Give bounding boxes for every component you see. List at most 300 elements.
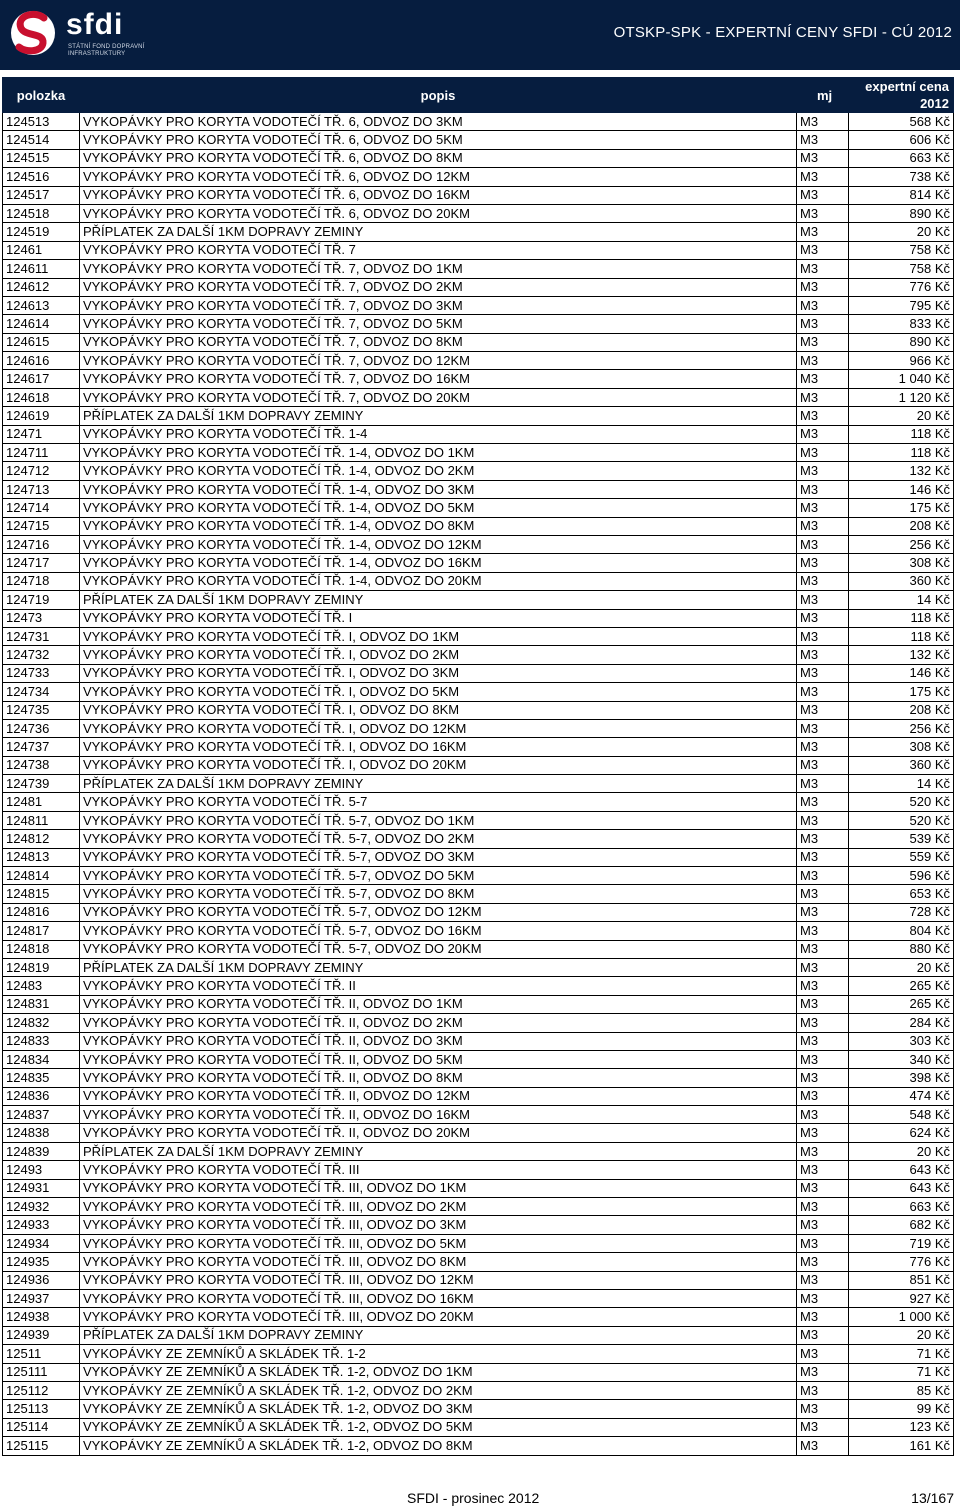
cell-price: 118 Kč (849, 444, 954, 462)
table-row (3, 646, 954, 664)
cell-unit: M3 (797, 499, 849, 517)
table-row (3, 1381, 954, 1399)
cell-description: VYKOPÁVKY PRO KORYTA VODOTEČÍ TŘ. 6, ODVOZ DO 5KM (80, 131, 797, 149)
cell-unit: M3 (797, 591, 849, 609)
cell-unit: M3 (797, 1050, 849, 1068)
table-row (3, 1032, 954, 1050)
cell-code: 124615 (3, 333, 80, 351)
cell-unit: M3 (797, 241, 849, 259)
table-row (3, 922, 954, 940)
table-row (3, 719, 954, 737)
cell-price: 208 Kč (849, 517, 954, 535)
price-table (2, 77, 954, 1456)
cell-code: 124718 (3, 572, 80, 590)
cell-description: VYKOPÁVKY PRO KORYTA VODOTEČÍ TŘ. I (80, 609, 797, 627)
document-title: OTSKP-SPK - EXPERTNÍ CENY SFDI - CÚ 2012 (613, 24, 952, 41)
table-row (3, 1363, 954, 1381)
cell-description: VYKOPÁVKY PRO KORYTA VODOTEČÍ TŘ. 1-4, ODVOZ DO 8KM (80, 517, 797, 535)
cell-description: VYKOPÁVKY PRO KORYTA VODOTEČÍ TŘ. 7, ODVOZ DO 3KM (80, 296, 797, 314)
sfdi-logo-icon (8, 6, 62, 60)
cell-unit: M3 (797, 848, 849, 866)
cell-description: VYKOPÁVKY PRO KORYTA VODOTEČÍ TŘ. 5-7, ODVOZ DO 16KM (80, 922, 797, 940)
cell-description: VYKOPÁVKY PRO KORYTA VODOTEČÍ TŘ. II, ODVOZ DO 2KM (80, 1014, 797, 1032)
cell-unit: M3 (797, 370, 849, 388)
cell-code: 124516 (3, 168, 80, 186)
cell-price: 398 Kč (849, 1069, 954, 1087)
cell-description: VYKOPÁVKY PRO KORYTA VODOTEČÍ TŘ. III (80, 1161, 797, 1179)
cell-description: VYKOPÁVKY PRO KORYTA VODOTEČÍ TŘ. 6, ODVOZ DO 3KM (80, 113, 797, 131)
table-row (3, 186, 954, 204)
cell-code: 124515 (3, 149, 80, 167)
cell-code: 124711 (3, 444, 80, 462)
cell-price: 99 Kč (849, 1400, 954, 1418)
cell-description: VYKOPÁVKY PRO KORYTA VODOTEČÍ TŘ. I, ODVOZ DO 16KM (80, 738, 797, 756)
cell-unit: M3 (797, 701, 849, 719)
cell-price: 738 Kč (849, 168, 954, 186)
cell-unit: M3 (797, 1308, 849, 1326)
table-row (3, 940, 954, 958)
cell-code: 124934 (3, 1234, 80, 1252)
cell-code: 124936 (3, 1271, 80, 1289)
table-row (3, 131, 954, 149)
cell-description: PŘÍPLATEK ZA DALŠÍ 1KM DOPRAVY ZEMINY (80, 775, 797, 793)
cell-description: VYKOPÁVKY PRO KORYTA VODOTEČÍ TŘ. 1-4, ODVOZ DO 16KM (80, 554, 797, 572)
cell-code: 124616 (3, 352, 80, 370)
cell-unit: M3 (797, 1014, 849, 1032)
cell-description: VYKOPÁVKY PRO KORYTA VODOTEČÍ TŘ. II, ODVOZ DO 16KM (80, 1106, 797, 1124)
cell-price: 890 Kč (849, 333, 954, 351)
cell-description: VYKOPÁVKY ZE ZEMNÍKŮ A SKLÁDEK TŘ. 1-2, ODVOZ DO 5KM (80, 1418, 797, 1436)
cell-description: VYKOPÁVKY PRO KORYTA VODOTEČÍ TŘ. I, ODVOZ DO 5KM (80, 683, 797, 701)
cell-price: 360 Kč (849, 756, 954, 774)
cell-description: VYKOPÁVKY PRO KORYTA VODOTEČÍ TŘ. II, ODVOZ DO 5KM (80, 1050, 797, 1068)
table-row (3, 1069, 954, 1087)
cell-code: 124519 (3, 223, 80, 241)
cell-price: 256 Kč (849, 535, 954, 553)
cell-price: 146 Kč (849, 480, 954, 498)
cell-code: 124737 (3, 738, 80, 756)
cell-code: 124731 (3, 627, 80, 645)
cell-description: VYKOPÁVKY PRO KORYTA VODOTEČÍ TŘ. 6, ODVOZ DO 8KM (80, 149, 797, 167)
cell-code: 124618 (3, 388, 80, 406)
cell-price: 643 Kč (849, 1161, 954, 1179)
cell-description: VYKOPÁVKY PRO KORYTA VODOTEČÍ TŘ. 6, ODVOZ DO 12KM (80, 168, 797, 186)
cell-code: 124938 (3, 1308, 80, 1326)
cell-unit: M3 (797, 352, 849, 370)
logo-text: sfdi (66, 8, 124, 41)
cell-unit: M3 (797, 425, 849, 443)
cell-unit: M3 (797, 1069, 849, 1087)
cell-price: 728 Kč (849, 903, 954, 921)
cell-description: VYKOPÁVKY PRO KORYTA VODOTEČÍ TŘ. 7, ODVOZ DO 5KM (80, 315, 797, 333)
table-row (3, 1437, 954, 1455)
cell-unit: M3 (797, 719, 849, 737)
cell-description: VYKOPÁVKY PRO KORYTA VODOTEČÍ TŘ. III, ODVOZ DO 12KM (80, 1271, 797, 1289)
cell-description: VYKOPÁVKY PRO KORYTA VODOTEČÍ TŘ. I, ODVOZ DO 1KM (80, 627, 797, 645)
cell-code: 12473 (3, 609, 80, 627)
cell-description: VYKOPÁVKY PRO KORYTA VODOTEČÍ TŘ. I, ODVOZ DO 2KM (80, 646, 797, 664)
table-row (3, 1087, 954, 1105)
table-row (3, 260, 954, 278)
cell-code: 124819 (3, 958, 80, 976)
cell-description: VYKOPÁVKY PRO KORYTA VODOTEČÍ TŘ. 5-7, ODVOZ DO 12KM (80, 903, 797, 921)
cell-unit: M3 (797, 535, 849, 553)
cell-code: 124817 (3, 922, 80, 940)
cell-code: 124832 (3, 1014, 80, 1032)
table-row (3, 609, 954, 627)
cell-price: 776 Kč (849, 278, 954, 296)
cell-code: 124932 (3, 1198, 80, 1216)
cell-description: PŘÍPLATEK ZA DALŠÍ 1KM DOPRAVY ZEMINY (80, 958, 797, 976)
cell-code: 124733 (3, 664, 80, 682)
table-row (3, 1014, 954, 1032)
cell-unit: M3 (797, 149, 849, 167)
table-row (3, 1124, 954, 1142)
cell-price: 804 Kč (849, 922, 954, 940)
cell-code: 124935 (3, 1253, 80, 1271)
cell-unit: M3 (797, 1363, 849, 1381)
cell-price: 559 Kč (849, 848, 954, 866)
cell-unit: M3 (797, 885, 849, 903)
cell-description: VYKOPÁVKY PRO KORYTA VODOTEČÍ TŘ. 7, ODVOZ DO 1KM (80, 260, 797, 278)
table-row (3, 830, 954, 848)
cell-unit: M3 (797, 1124, 849, 1142)
cell-price: 308 Kč (849, 738, 954, 756)
table-row (3, 701, 954, 719)
cell-code: 125113 (3, 1400, 80, 1418)
cell-code: 124811 (3, 811, 80, 829)
table-row (3, 885, 954, 903)
cell-unit: M3 (797, 223, 849, 241)
cell-unit: M3 (797, 958, 849, 976)
cell-unit: M3 (797, 775, 849, 793)
cell-unit: M3 (797, 995, 849, 1013)
cell-unit: M3 (797, 922, 849, 940)
cell-unit: M3 (797, 1198, 849, 1216)
cell-price: 161 Kč (849, 1437, 954, 1455)
cell-code: 124613 (3, 296, 80, 314)
table-row (3, 811, 954, 829)
cell-description: VYKOPÁVKY PRO KORYTA VODOTEČÍ TŘ. I, ODVOZ DO 20KM (80, 756, 797, 774)
cell-description: VYKOPÁVKY PRO KORYTA VODOTEČÍ TŘ. 1-4 (80, 425, 797, 443)
cell-price: 890 Kč (849, 204, 954, 222)
cell-description: VYKOPÁVKY ZE ZEMNÍKŮ A SKLÁDEK TŘ. 1-2, ODVOZ DO 2KM (80, 1381, 797, 1399)
cell-price: 20 Kč (849, 1326, 954, 1344)
cell-description: VYKOPÁVKY ZE ZEMNÍKŮ A SKLÁDEK TŘ. 1-2, ODVOZ DO 3KM (80, 1400, 797, 1418)
cell-description: VYKOPÁVKY PRO KORYTA VODOTEČÍ TŘ. 1-4, ODVOZ DO 2KM (80, 462, 797, 480)
cell-description: VYKOPÁVKY PRO KORYTA VODOTEČÍ TŘ. 6, ODVOZ DO 16KM (80, 186, 797, 204)
table-body (3, 113, 954, 1456)
cell-code: 124714 (3, 499, 80, 517)
cell-unit: M3 (797, 1032, 849, 1050)
cell-description: PŘÍPLATEK ZA DALŠÍ 1KM DOPRAVY ZEMINY (80, 591, 797, 609)
table-row (3, 1106, 954, 1124)
cell-description: VYKOPÁVKY PRO KORYTA VODOTEČÍ TŘ. 7 (80, 241, 797, 259)
cell-price: 663 Kč (849, 149, 954, 167)
table-row (3, 995, 954, 1013)
table-row (3, 756, 954, 774)
table-row (3, 444, 954, 462)
cell-unit: M3 (797, 1087, 849, 1105)
table-row (3, 958, 954, 976)
table-row (3, 517, 954, 535)
table-row (3, 867, 954, 885)
cell-price: 71 Kč (849, 1363, 954, 1381)
cell-price: 118 Kč (849, 627, 954, 645)
cell-price: 682 Kč (849, 1216, 954, 1234)
cell-description: VYKOPÁVKY PRO KORYTA VODOTEČÍ TŘ. 7, ODVOZ DO 12KM (80, 352, 797, 370)
cell-price: 776 Kč (849, 1253, 954, 1271)
cell-price: 118 Kč (849, 425, 954, 443)
cell-code: 124716 (3, 535, 80, 553)
cell-description: VYKOPÁVKY PRO KORYTA VODOTEČÍ TŘ. 5-7, ODVOZ DO 2KM (80, 830, 797, 848)
cell-price: 175 Kč (849, 499, 954, 517)
cell-description: VYKOPÁVKY PRO KORYTA VODOTEČÍ TŘ. 5-7, ODVOZ DO 20KM (80, 940, 797, 958)
cell-price: 539 Kč (849, 830, 954, 848)
cell-price: 308 Kč (849, 554, 954, 572)
table-row (3, 1418, 954, 1436)
cell-price: 20 Kč (849, 1142, 954, 1160)
cell-unit: M3 (797, 977, 849, 995)
cell-description: VYKOPÁVKY PRO KORYTA VODOTEČÍ TŘ. II, ODVOZ DO 20KM (80, 1124, 797, 1142)
cell-price: 880 Kč (849, 940, 954, 958)
cell-price: 1 000 Kč (849, 1308, 954, 1326)
cell-price: 520 Kč (849, 793, 954, 811)
cell-price: 1 040 Kč (849, 370, 954, 388)
cell-description: VYKOPÁVKY PRO KORYTA VODOTEČÍ TŘ. 7, ODVOZ DO 20KM (80, 388, 797, 406)
cell-price: 1 120 Kč (849, 388, 954, 406)
cell-unit: M3 (797, 554, 849, 572)
cell-description: VYKOPÁVKY PRO KORYTA VODOTEČÍ TŘ. 5-7, ODVOZ DO 1KM (80, 811, 797, 829)
table-row (3, 1345, 954, 1363)
cell-code: 124838 (3, 1124, 80, 1142)
cell-code: 124813 (3, 848, 80, 866)
cell-description: VYKOPÁVKY PRO KORYTA VODOTEČÍ TŘ. II, ODVOZ DO 1KM (80, 995, 797, 1013)
cell-price: 256 Kč (849, 719, 954, 737)
cell-code: 125111 (3, 1363, 80, 1381)
table-row (3, 388, 954, 406)
cell-unit: M3 (797, 609, 849, 627)
cell-price: 14 Kč (849, 591, 954, 609)
cell-unit: M3 (797, 168, 849, 186)
table-row (3, 462, 954, 480)
cell-unit: M3 (797, 646, 849, 664)
cell-unit: M3 (797, 462, 849, 480)
cell-code: 124933 (3, 1216, 80, 1234)
cell-unit: M3 (797, 315, 849, 333)
cell-unit: M3 (797, 738, 849, 756)
footer-date: SFDI - prosinec 2012 (407, 1490, 540, 1506)
cell-unit: M3 (797, 1234, 849, 1252)
cell-description: VYKOPÁVKY PRO KORYTA VODOTEČÍ TŘ. III, ODVOZ DO 5KM (80, 1234, 797, 1252)
cell-unit: M3 (797, 1253, 849, 1271)
cell-code: 124818 (3, 940, 80, 958)
cell-description: VYKOPÁVKY PRO KORYTA VODOTEČÍ TŘ. II, ODVOZ DO 8KM (80, 1069, 797, 1087)
cell-code: 124736 (3, 719, 80, 737)
cell-description: VYKOPÁVKY PRO KORYTA VODOTEČÍ TŘ. 5-7, ODVOZ DO 5KM (80, 867, 797, 885)
cell-unit: M3 (797, 1216, 849, 1234)
table-row (3, 1308, 954, 1326)
cell-description: VYKOPÁVKY PRO KORYTA VODOTEČÍ TŘ. II, ODVOZ DO 3KM (80, 1032, 797, 1050)
cell-description: PŘÍPLATEK ZA DALŠÍ 1KM DOPRAVY ZEMINY (80, 407, 797, 425)
page-number: 13/167 (911, 1490, 954, 1506)
cell-unit: M3 (797, 444, 849, 462)
cell-price: 548 Kč (849, 1106, 954, 1124)
column-header-code: polozka (3, 78, 80, 113)
table-row (3, 407, 954, 425)
table-row (3, 1142, 954, 1160)
cell-unit: M3 (797, 1418, 849, 1436)
cell-unit: M3 (797, 333, 849, 351)
table-row (3, 554, 954, 572)
cell-price: 643 Kč (849, 1179, 954, 1197)
cell-unit: M3 (797, 113, 849, 131)
cell-price: 175 Kč (849, 683, 954, 701)
cell-price: 568 Kč (849, 113, 954, 131)
table-row (3, 683, 954, 701)
cell-price: 132 Kč (849, 646, 954, 664)
cell-description: VYKOPÁVKY PRO KORYTA VODOTEČÍ TŘ. I, ODVOZ DO 12KM (80, 719, 797, 737)
cell-unit: M3 (797, 903, 849, 921)
price-header-line1: expertní cena (865, 79, 949, 94)
cell-unit: M3 (797, 131, 849, 149)
cell-description: VYKOPÁVKY PRO KORYTA VODOTEČÍ TŘ. 1-4, ODVOZ DO 20KM (80, 572, 797, 590)
table-row (3, 1400, 954, 1418)
cell-price: 520 Kč (849, 811, 954, 829)
cell-price: 85 Kč (849, 1381, 954, 1399)
cell-code: 12471 (3, 425, 80, 443)
cell-code: 124815 (3, 885, 80, 903)
cell-code: 124517 (3, 186, 80, 204)
cell-code: 12483 (3, 977, 80, 995)
cell-unit: M3 (797, 1106, 849, 1124)
table-row (3, 977, 954, 995)
table-row (3, 241, 954, 259)
cell-unit: M3 (797, 867, 849, 885)
cell-price: 851 Kč (849, 1271, 954, 1289)
cell-code: 124612 (3, 278, 80, 296)
cell-code: 12493 (3, 1161, 80, 1179)
page-header (0, 0, 960, 70)
cell-description: VYKOPÁVKY PRO KORYTA VODOTEČÍ TŘ. III, ODVOZ DO 3KM (80, 1216, 797, 1234)
table-row (3, 572, 954, 590)
cell-unit: M3 (797, 1381, 849, 1399)
cell-price: 71 Kč (849, 1345, 954, 1363)
cell-price: 606 Kč (849, 131, 954, 149)
cell-code: 124513 (3, 113, 80, 131)
cell-price: 132 Kč (849, 462, 954, 480)
cell-unit: M3 (797, 1179, 849, 1197)
cell-unit: M3 (797, 480, 849, 498)
cell-description: VYKOPÁVKY PRO KORYTA VODOTEČÍ TŘ. 5-7 (80, 793, 797, 811)
logo-subtitle: STÁTNÍ FOND DOPRAVNÍ INFRASTRUKTURY (68, 44, 145, 57)
cell-description: VYKOPÁVKY PRO KORYTA VODOTEČÍ TŘ. 7, ODVOZ DO 16KM (80, 370, 797, 388)
table-row (3, 168, 954, 186)
table-row (3, 204, 954, 222)
cell-description: VYKOPÁVKY PRO KORYTA VODOTEČÍ TŘ. II, ODVOZ DO 12KM (80, 1087, 797, 1105)
cell-price: 20 Kč (849, 407, 954, 425)
cell-price: 663 Kč (849, 1198, 954, 1216)
cell-description: VYKOPÁVKY PRO KORYTA VODOTEČÍ TŘ. 1-4, ODVOZ DO 3KM (80, 480, 797, 498)
cell-unit: M3 (797, 1345, 849, 1363)
table-row (3, 627, 954, 645)
table-row (3, 1290, 954, 1308)
cell-description: VYKOPÁVKY PRO KORYTA VODOTEČÍ TŘ. I, ODVOZ DO 3KM (80, 664, 797, 682)
cell-price: 20 Kč (849, 958, 954, 976)
cell-code: 124931 (3, 1179, 80, 1197)
cell-code: 124837 (3, 1106, 80, 1124)
cell-price: 208 Kč (849, 701, 954, 719)
table-row (3, 149, 954, 167)
cell-price: 653 Kč (849, 885, 954, 903)
cell-unit: M3 (797, 664, 849, 682)
cell-code: 124713 (3, 480, 80, 498)
cell-code: 125112 (3, 1381, 80, 1399)
cell-unit: M3 (797, 388, 849, 406)
cell-description: VYKOPÁVKY PRO KORYTA VODOTEČÍ TŘ. III, ODVOZ DO 1KM (80, 1179, 797, 1197)
cell-description: PŘÍPLATEK ZA DALŠÍ 1KM DOPRAVY ZEMINY (80, 1326, 797, 1344)
table-row (3, 793, 954, 811)
table-header-row (3, 78, 954, 113)
table-row (3, 848, 954, 866)
cell-code: 124614 (3, 315, 80, 333)
cell-price: 340 Kč (849, 1050, 954, 1068)
cell-description: VYKOPÁVKY PRO KORYTA VODOTEČÍ TŘ. III, ODVOZ DO 20KM (80, 1308, 797, 1326)
cell-unit: M3 (797, 1290, 849, 1308)
cell-unit: M3 (797, 186, 849, 204)
cell-unit: M3 (797, 811, 849, 829)
cell-price: 20 Kč (849, 223, 954, 241)
cell-description: VYKOPÁVKY PRO KORYTA VODOTEČÍ TŘ. II (80, 977, 797, 995)
table-row (3, 1216, 954, 1234)
cell-unit: M3 (797, 204, 849, 222)
cell-price: 927 Kč (849, 1290, 954, 1308)
cell-code: 124617 (3, 370, 80, 388)
cell-code: 124719 (3, 591, 80, 609)
cell-code: 124712 (3, 462, 80, 480)
cell-price: 833 Kč (849, 315, 954, 333)
cell-unit: M3 (797, 793, 849, 811)
cell-description: VYKOPÁVKY ZE ZEMNÍKŮ A SKLÁDEK TŘ. 1-2 (80, 1345, 797, 1363)
cell-unit: M3 (797, 683, 849, 701)
cell-price: 118 Kč (849, 609, 954, 627)
table-row (3, 1271, 954, 1289)
cell-code: 124732 (3, 646, 80, 664)
cell-code: 124812 (3, 830, 80, 848)
table-row (3, 591, 954, 609)
table-row (3, 775, 954, 793)
table-row (3, 333, 954, 351)
table-row (3, 664, 954, 682)
cell-code: 125114 (3, 1418, 80, 1436)
cell-price: 966 Kč (849, 352, 954, 370)
cell-price: 14 Kč (849, 775, 954, 793)
cell-unit: M3 (797, 278, 849, 296)
cell-description: VYKOPÁVKY PRO KORYTA VODOTEČÍ TŘ. III, ODVOZ DO 8KM (80, 1253, 797, 1271)
cell-code: 124833 (3, 1032, 80, 1050)
cell-code: 12481 (3, 793, 80, 811)
cell-unit: M3 (797, 572, 849, 590)
cell-description: VYKOPÁVKY ZE ZEMNÍKŮ A SKLÁDEK TŘ. 1-2, ODVOZ DO 8KM (80, 1437, 797, 1455)
cell-price: 146 Kč (849, 664, 954, 682)
table-row (3, 1050, 954, 1068)
cell-code: 124835 (3, 1069, 80, 1087)
cell-description: VYKOPÁVKY PRO KORYTA VODOTEČÍ TŘ. 1-4, ODVOZ DO 12KM (80, 535, 797, 553)
table-row (3, 425, 954, 443)
cell-description: VYKOPÁVKY PRO KORYTA VODOTEČÍ TŘ. 6, ODVOZ DO 20KM (80, 204, 797, 222)
column-header-price (849, 78, 954, 113)
price-header-line2: 2012 (920, 96, 949, 111)
